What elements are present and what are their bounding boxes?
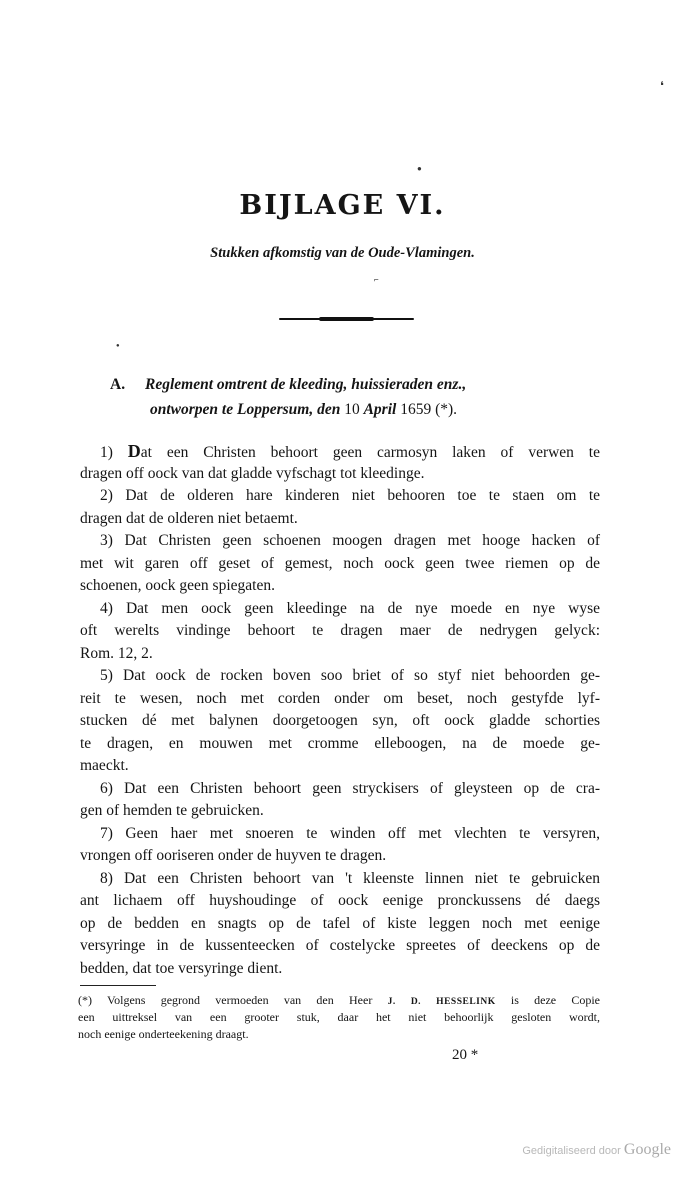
text-line — [80, 665, 600, 688]
article-number: 2) — [100, 487, 113, 504]
line-text: Geen haer met snoeren te winden off met vlechten te versyren, — [125, 824, 600, 842]
text-line: oft werelts vindinge behoort te dragen maer de nedrygen gelyck: — [80, 622, 600, 639]
article-number: 4) — [100, 599, 113, 617]
text-line — [80, 823, 600, 846]
text-line — [80, 778, 600, 801]
watermark-text: Gedigitaliseerd door — [522, 1145, 621, 1157]
digitization-watermark — [522, 1141, 671, 1159]
page-subtitle: Stukken afkomstig van de Oude-Vlamingen. — [210, 245, 475, 261]
footnote-text: is deze Copie — [510, 993, 601, 1007]
article-6 — [80, 778, 600, 823]
section-title-day: 10 — [344, 401, 360, 418]
section-heading-line-2 — [110, 397, 590, 422]
article-number: 8) — [100, 869, 113, 887]
text-line — [80, 440, 600, 463]
line-text: Dat een Christen behoort van 't kleenste linnen niet te gebruicken — [123, 869, 601, 887]
footnote-person-name: J. D. HESSELINK — [387, 997, 496, 1007]
text-line — [80, 598, 600, 621]
article-5 — [80, 665, 600, 778]
text-line: schoenen, oock geen spiegaten. — [80, 577, 275, 594]
article-2 — [80, 485, 600, 530]
section-heading — [110, 372, 590, 422]
text-line — [80, 485, 600, 508]
article-number: 1) — [100, 444, 113, 461]
footnote — [78, 992, 600, 1043]
drop-cap: D — [127, 441, 141, 461]
article-number: 7) — [100, 824, 113, 842]
text-line: dragen off oock van dat gladde vyfschagt tot kleedinge. — [80, 464, 425, 482]
text-line: op de bedden en snagts op de tafel of kiste leggen noch met eenige — [80, 914, 600, 932]
text-line: vrongen off ooriseren onder de huyven te dragen. — [80, 847, 387, 864]
text-line: gen of hemden te gebruicken. — [80, 802, 264, 819]
line-text: Dat Christen geen schoenen moogen dragen met hooge hacken of — [124, 532, 600, 549]
article-3 — [80, 530, 600, 598]
footnote-rule — [80, 985, 156, 986]
line-text: Dat oock de rocken boven soo briet of so styf niet behoorden ge- — [123, 667, 600, 684]
section-title-year: 1659 (*). — [400, 401, 458, 418]
text-line: met wit garen off geset of gemest, noch oock geen twee riemen op de — [80, 554, 600, 572]
line-text: Dat men oock geen kleedinge na de nye moede en nye wyse — [125, 599, 600, 617]
text-line: maeckt. — [80, 757, 129, 774]
article-number: 3) — [100, 532, 113, 549]
text-line: Rom. 12, 2. — [80, 644, 153, 662]
article-7 — [80, 823, 600, 868]
section-heading-line-1 — [110, 372, 590, 397]
text-line: versyringe in de kussenteecken of costelycke spreetes of deeckens op de — [80, 937, 600, 954]
section-title-line-1: Reglement omtrent de kleeding, huissieraden enz., — [145, 376, 467, 393]
section-title-month: April — [363, 401, 397, 418]
print-speck: ⌐ — [374, 275, 379, 284]
line-text: at een Christen behoort geen carmosyn laken of verwen te — [140, 444, 600, 461]
text-line: reit te wesen, noch met corden onder om beset, noch gestyfde lyf- — [80, 689, 600, 707]
article-8 — [80, 868, 600, 981]
text-line: bedden, dat toe versyringe dient. — [80, 959, 283, 977]
section-title-place: ontworpen te Loppersum, den — [150, 401, 341, 418]
text-line: dragen dat de olderen niet betaemt. — [80, 509, 298, 527]
footnote-line — [78, 992, 600, 1009]
footnote-line: noch eenige onderteekening draagt. — [78, 1027, 249, 1041]
text-line — [80, 530, 600, 553]
article-1 — [80, 440, 600, 485]
google-logo: Google — [623, 1141, 671, 1158]
signature-mark: 20 * — [452, 1047, 479, 1063]
section-letter: A. — [110, 376, 126, 393]
line-text: Dat de olderen hare kinderen niet behooren toe te staen om te — [125, 487, 600, 504]
print-speck: ● — [417, 164, 422, 173]
line-text: Dat een Christen behoort geen stryckisers of gleysteen op de cra- — [124, 779, 600, 797]
print-speck: ❛ — [660, 79, 664, 93]
text-line: ant lichaem off huyshoudinge of oock eenige pronckussens dé daegs — [80, 892, 600, 909]
text-line — [80, 868, 600, 891]
text-line: stucken dé met balynen doorgetoogen syn, oft oock gladde schorties — [80, 712, 600, 729]
footnote-line: een uittreksel van een grooter stuk, daar het niet behoorlijk gesloten wordt, — [78, 1010, 600, 1024]
print-speck: ● — [116, 343, 120, 349]
article-4 — [80, 598, 600, 666]
ornamental-rule — [279, 318, 414, 320]
page-title: BIJLAGE VI. — [239, 190, 446, 221]
footnote-text: (*) Volgens gegrond vermoeden van den Heer — [78, 993, 373, 1007]
article-number: 5) — [100, 667, 113, 684]
text-line: te dragen, en mouwen met cromme elleboogen, na de moede ge- — [80, 734, 600, 752]
article-number: 6) — [100, 779, 113, 797]
regulation-text — [80, 440, 600, 980]
